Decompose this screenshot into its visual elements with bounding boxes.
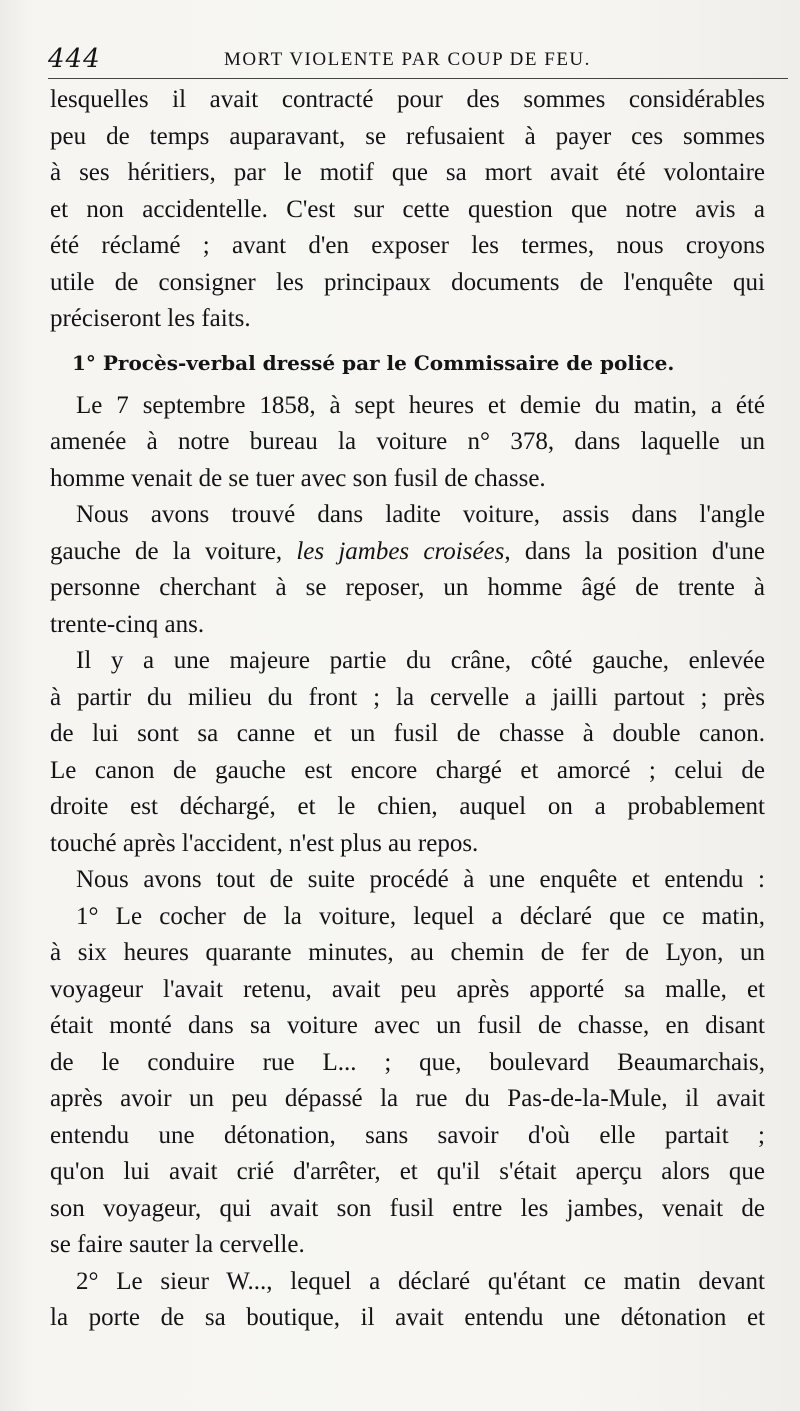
text-line: Nous avons tout de suite procédé à une enquête et entendu :: [76, 866, 765, 893]
text-line: 2° Le sieur W..., lequel a déclaré qu'étant ce matin devant: [76, 1267, 765, 1295]
italic-phrase: les jambes croisées: [296, 537, 505, 565]
text-line: droite est déchargé, et le chien, auquel on a probablement: [50, 793, 765, 820]
text-line: Le canon de gauche est encore chargé et amorcé ; celui de: [50, 756, 765, 784]
text-line: homme venait de se tuer avec son fusil de chasse.: [50, 464, 546, 492]
text-line: était monté dans sa voiture avec un fusil de chasse, en disant: [50, 1012, 765, 1039]
text-line: peu de temps auparavant, se refusaient à payer ces sommes: [50, 122, 765, 150]
text-line: son voyageur, qui avait son fusil entre les jambes, venait de: [50, 1194, 765, 1222]
header-rule: [48, 78, 788, 79]
section-heading: 1° Procès-verbal dressé par le Commissaire de police.: [72, 350, 675, 375]
body-text: [50, 82, 765, 1337]
text-line: Le 7 septembre 1858, à sept heures et demie du matin, a été: [76, 391, 765, 419]
text-line: été réclamé ; avant d'en exposer les termes, nous croyons: [50, 232, 765, 259]
text-line: amenée à notre bureau la voiture n° 378, dans laquelle un: [50, 428, 765, 455]
text-line: de lui sont sa canne et un fusil de chasse à double canon.: [50, 720, 765, 747]
text-line: [50, 534, 765, 571]
text-line: qu'on lui avait crié d'arrêter, et qu'il s'était aperçu alors que: [50, 1158, 765, 1185]
page-header: [48, 44, 788, 78]
text-fragment: , dans la position d'une: [504, 537, 765, 565]
text-line: à six heures quarante minutes, au chemin de fer de Lyon, un: [50, 939, 765, 966]
text-line: Nous avons trouvé dans ladite voiture, assis dans l'angle: [76, 501, 765, 528]
page-number: 444: [48, 44, 101, 74]
text-line: entendu une détonation, sans savoir d'où elle partait ;: [50, 1121, 765, 1149]
text-line: préciseront les faits.: [50, 305, 251, 332]
text-line: trente-cinq ans.: [50, 610, 205, 638]
text-line: 1° Le cocher de la voiture, lequel a déclaré que ce matin,: [76, 902, 765, 930]
text-line: personne cherchant à se reposer, un homme âgé de trente à: [50, 574, 765, 601]
text-line: de le conduire rue L... ; que, boulevard Beaumarchais,: [50, 1048, 765, 1076]
text-line: à partir du milieu du front ; la cervelle a jailli partout ; près: [50, 683, 765, 711]
running-title: MORT VIOLENTE PAR COUP DE FEU.: [224, 49, 591, 70]
text-line: à ses héritiers, par le motif que sa mort avait été volontaire: [50, 159, 765, 186]
text-line: voyageur l'avait retenu, avait peu après apporté sa malle, et: [50, 975, 765, 1003]
text-line: lesquelles il avait contracté pour des sommes considérables: [50, 86, 765, 113]
text-line: utile de consigner les principaux documents de l'enquête qui: [50, 268, 765, 296]
text-fragment: gauche de la voiture,: [50, 537, 297, 565]
text-line: la porte de sa boutique, il avait entendu une détonation et: [50, 1304, 765, 1331]
text-line: se faire sauter la cervelle.: [50, 1231, 305, 1258]
text-line: Il y a une majeure partie du crâne, côté gauche, enlevée: [76, 647, 765, 674]
text-line: et non accidentelle. C'est sur cette question que notre avis a: [50, 195, 765, 223]
text-line: touché après l'accident, n'est plus au repos.: [50, 829, 479, 857]
text-line: après avoir un peu dépassé la rue du Pas-de-la-Mule, il avait: [50, 1085, 765, 1112]
